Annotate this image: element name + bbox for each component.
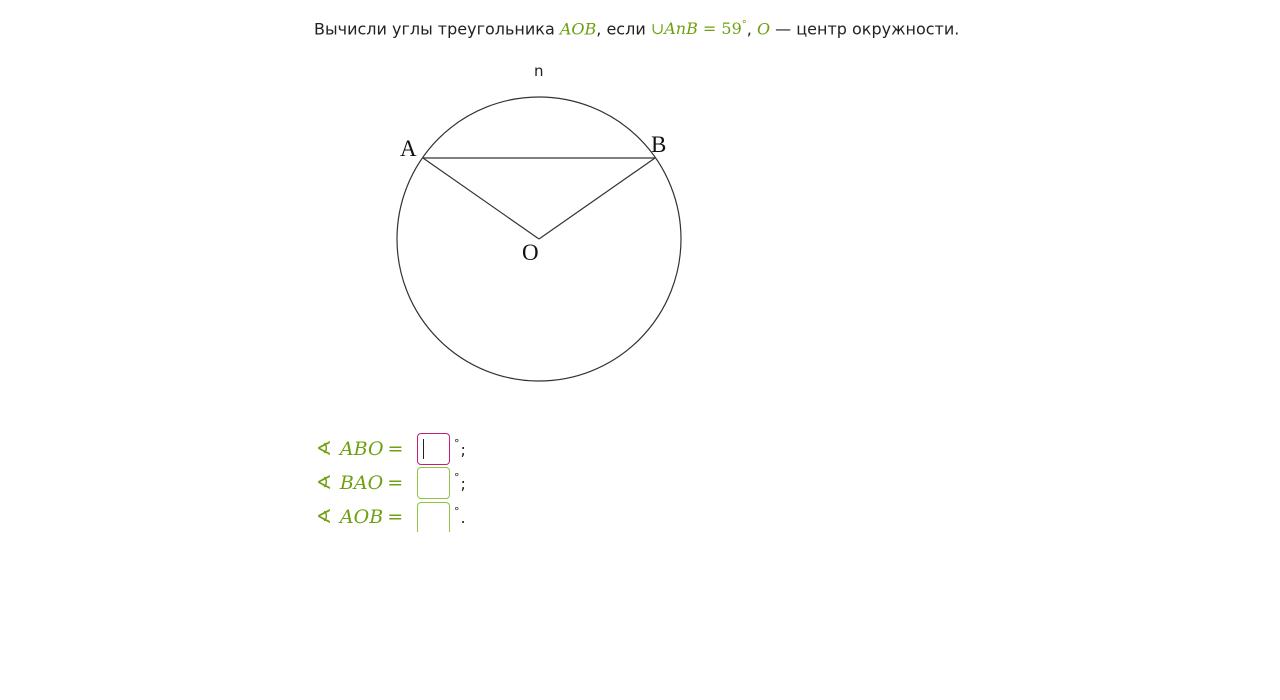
row-punctuation: ; bbox=[460, 473, 466, 493]
angle-bao-input[interactable] bbox=[417, 467, 450, 499]
answer-row-bao bbox=[316, 466, 466, 500]
segment-bo bbox=[539, 158, 655, 239]
arc-name: AnB bbox=[664, 19, 698, 39]
row-punctuation: ; bbox=[460, 439, 466, 459]
text-caret bbox=[423, 439, 424, 459]
angle-symbol: ∢ bbox=[316, 438, 332, 460]
answer-form bbox=[316, 432, 466, 534]
segment-ao bbox=[423, 158, 539, 239]
angle-name: BAO bbox=[339, 472, 384, 494]
answer-row-aob bbox=[316, 500, 466, 534]
triangle-name: AOB bbox=[559, 19, 597, 39]
equals-sign: = bbox=[387, 438, 404, 460]
task-text-mid2: , bbox=[746, 19, 757, 39]
angle-expression bbox=[316, 506, 417, 528]
equals-sign: = bbox=[387, 472, 404, 494]
circle-figure bbox=[380, 55, 700, 395]
angle-symbol: ∢ bbox=[316, 472, 332, 494]
angle-expression bbox=[316, 438, 417, 460]
angle-expression bbox=[316, 472, 417, 494]
task-statement bbox=[314, 14, 959, 41]
degree-symbol: ° bbox=[454, 470, 460, 484]
angle-name: AOB bbox=[339, 506, 384, 528]
point-label-b: B bbox=[651, 132, 667, 157]
row-punctuation: . bbox=[460, 507, 466, 527]
task-text-mid1: , если bbox=[596, 19, 651, 39]
answer-input-wrap bbox=[417, 433, 450, 465]
angle-name: ABO bbox=[339, 438, 384, 460]
angle-abo-input[interactable] bbox=[417, 433, 450, 465]
point-label-o: O bbox=[522, 240, 539, 265]
arc-symbol: ∪ bbox=[650, 19, 665, 39]
answer-row-abo bbox=[316, 432, 466, 466]
circle-diagram bbox=[380, 55, 700, 395]
center-name: O bbox=[756, 19, 771, 39]
degree-symbol: ° bbox=[454, 436, 460, 450]
task-text-after: — центр окружности. bbox=[770, 19, 960, 39]
angle-aob-input[interactable] bbox=[417, 502, 450, 532]
arc-label-n: n bbox=[534, 62, 544, 80]
task-text-before: Вычисли углы треугольника bbox=[314, 19, 560, 39]
angle-symbol: ∢ bbox=[316, 506, 332, 528]
point-label-a: A bbox=[400, 136, 417, 161]
degree-symbol: ° bbox=[454, 504, 460, 518]
equals-sign: = bbox=[387, 506, 404, 528]
arc-equals: = 59 bbox=[697, 19, 742, 39]
arc-degree: ° bbox=[741, 20, 747, 31]
